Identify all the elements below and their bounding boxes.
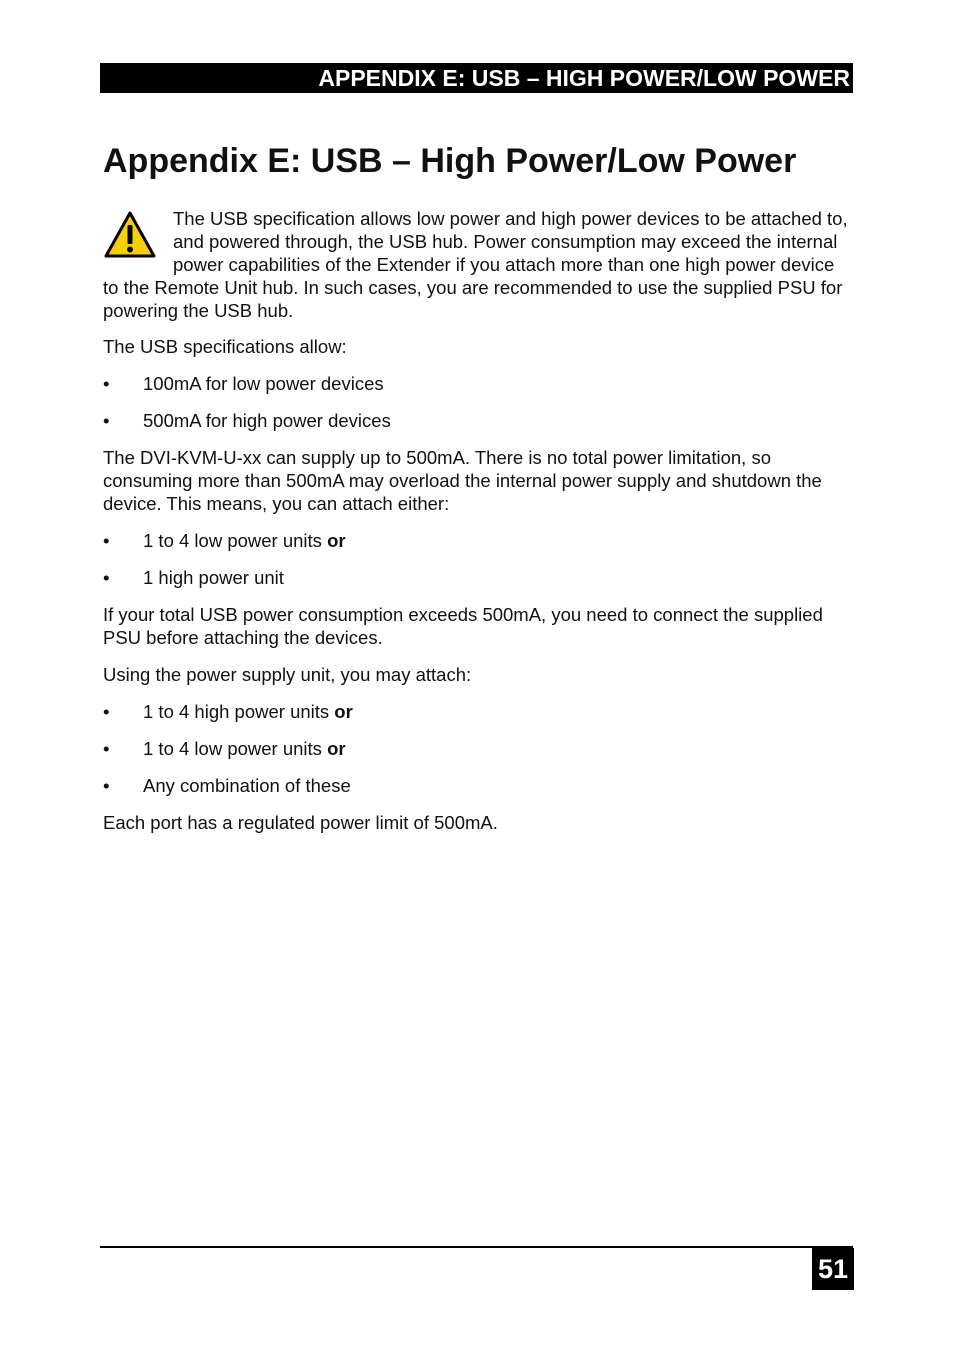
list-item-text: 100mA for low power devices (143, 373, 384, 394)
footer-divider (100, 1246, 853, 1248)
warning-triangle-icon (103, 210, 157, 260)
list-item-text: 1 to 4 low power units (143, 530, 328, 551)
supply-paragraph: The DVI-KVM-U-xx can supply up to 500mA. There is no total power limitation, so consuming more than 500mA may overload the internal power supply and shutdown the device. This means, you can attach either: (103, 447, 822, 514)
warning-note (103, 207, 848, 322)
bullet-icon: • (103, 701, 110, 722)
bullet-icon: • (103, 373, 110, 394)
list-item-text: 1 to 4 low power units (143, 738, 328, 759)
spec-intro: The USB specifications allow: (103, 336, 347, 357)
bullet-icon: • (103, 775, 110, 796)
bullet-icon: • (103, 410, 110, 431)
list-item (103, 774, 848, 797)
list-item-text: 1 to 4 high power units (143, 701, 335, 722)
closing-paragraph: Each port has a regulated power limit of 500mA. (103, 812, 498, 833)
running-header: APPENDIX E: USB – HIGH POWER/LOW POWER (100, 63, 853, 93)
list-item-text: 1 high power unit (143, 567, 284, 588)
warning-triangle-svg (103, 210, 157, 260)
list-item (103, 409, 848, 432)
bullet-icon: • (103, 567, 110, 588)
psu-intro: Using the power supply unit, you may attach: (103, 664, 472, 685)
list-item (103, 700, 848, 723)
main-content (103, 207, 848, 848)
page-title: Appendix E: USB – High Power/Low Power (103, 142, 797, 180)
list-item-emphasis: or (334, 701, 353, 722)
list-item-text: 500mA for high power devices (143, 410, 391, 431)
list-item-text: Any combination of these (143, 775, 351, 796)
list-item-emphasis: or (327, 738, 346, 759)
bullet-icon: • (103, 738, 110, 759)
list-item-emphasis: or (327, 530, 346, 551)
list-item (103, 372, 848, 395)
warning-text: The USB specification allows low power and high power devices to be attached to, and powered through, the USB hub. Power consumption may exceed the internal power capabilities of the Extender if you attach more than one high power device to the Remote Unit hub. In such cases, you are recommended to use the supplied PSU for powering the USB hub. (103, 208, 848, 321)
list-item (103, 529, 848, 552)
bullet-icon: • (103, 530, 110, 551)
list-item (103, 566, 848, 589)
list-item (103, 737, 848, 760)
psu-paragraph: If your total USB power consumption exceeds 500mA, you need to connect the supplied PSU before attaching the devices. (103, 604, 823, 648)
page-number: 51 (812, 1248, 854, 1290)
